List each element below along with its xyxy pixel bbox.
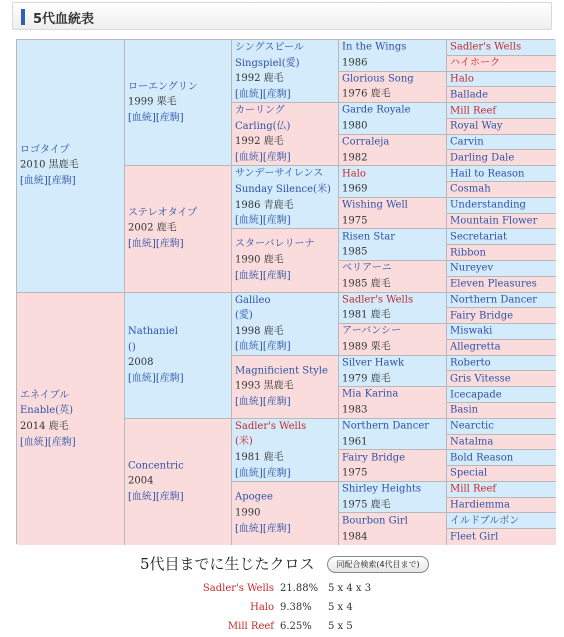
horse-birth-info: 1979 鹿毛 <box>342 372 391 384</box>
pedigree-cell-gen5 <box>447 150 556 166</box>
blood-link[interactable]: [血統] <box>128 491 156 503</box>
horse-name-link[interactable]: Apogee <box>235 492 273 504</box>
horse-birth-info: 1975 <box>342 467 368 479</box>
pedigree-cell-gen5 <box>447 450 556 466</box>
pedigree-cell-gen3 <box>232 40 339 103</box>
horse-name-link[interactable]: Mill Reef <box>450 483 497 495</box>
cross-title: 5代目までに生じたクロス <box>140 555 315 573</box>
pedigree-cell-gen4 <box>339 166 447 198</box>
horse-name-link[interactable]: ロゴタイプ <box>20 144 70 156</box>
horse-links <box>128 490 229 506</box>
horse-name-link[interactable]: Fleet Girl <box>450 531 499 543</box>
horse-name-alt[interactable]: Enable(英) <box>20 405 74 417</box>
horse-name-link[interactable]: Nathaniel <box>128 325 178 337</box>
pedigree-cell-gen4 <box>339 387 447 419</box>
horse-name-link[interactable]: Galileo <box>235 294 271 306</box>
pedigree-cell-gen5 <box>447 403 556 419</box>
pedigree-cell-gen4 <box>339 293 447 325</box>
horse-birth-info: 1990 <box>235 507 261 519</box>
pedigree-cell-gen5 <box>447 293 556 309</box>
cross-blood-ratio: 5 x 5 <box>328 621 353 632</box>
pedigree-cell-gen5 <box>447 466 556 482</box>
cross-row <box>0 602 564 618</box>
horse-birth-info: 1969 <box>342 183 368 195</box>
pedigree-cell-gen3 <box>232 166 339 229</box>
pedigree-cell-gen3 <box>232 419 339 482</box>
pedigree-cell-gen3 <box>232 356 339 419</box>
horse-name-link[interactable]: Magnificient Style <box>235 365 328 377</box>
cross-horse-name[interactable]: Mill Reef <box>227 621 274 632</box>
horse-name-link[interactable]: Sadler's Wells <box>450 41 522 53</box>
blood-link[interactable]: [血統] <box>235 341 263 353</box>
blood-link[interactable]: [血統] <box>128 372 156 384</box>
horse-birth-info: 1989 栗毛 <box>342 341 391 353</box>
horse-birth-info: 1985 鹿毛 <box>342 278 391 290</box>
pedigree-cell-gen5 <box>447 435 556 451</box>
progeny-link[interactable]: [産駒] <box>155 112 184 124</box>
pedigree-cell-gen5 <box>447 40 556 56</box>
pedigree-cell-gen5 <box>447 214 556 230</box>
horse-birth-info: 1999 栗毛 <box>128 96 177 108</box>
pedigree-cell-gen4 <box>339 324 447 356</box>
blood-link[interactable]: [血統] <box>235 270 263 282</box>
horse-name-link[interactable]: Hardiemma <box>450 499 510 511</box>
pedigree-cell-gen5 <box>447 103 556 119</box>
pedigree-cell-gen4 <box>339 513 447 545</box>
pedigree-cell-gen5 <box>447 135 556 151</box>
horse-name-link[interactable]: Risen Star <box>342 231 396 243</box>
horse-name-link[interactable]: Understanding <box>450 199 526 211</box>
horse-name-link[interactable]: Shirley Heights <box>342 483 422 495</box>
horse-birth-info: 1992 鹿毛 <box>235 73 284 85</box>
pedigree-cell-gen4 <box>339 356 447 388</box>
blood-link[interactable]: [血統] <box>235 88 263 100</box>
blood-link[interactable]: [血統] <box>20 436 48 448</box>
horse-birth-info: 1984 <box>342 531 368 543</box>
pedigree-cell-gen5 <box>447 198 556 214</box>
horse-name-alt[interactable]: Carling(仏) <box>235 120 291 132</box>
cross-blood-ratio: 5 x 4 <box>328 602 353 613</box>
horse-name-link[interactable]: Bourbon Girl <box>342 515 408 527</box>
horse-links <box>235 150 336 166</box>
horse-links <box>20 174 122 190</box>
horse-name-alt[interactable]: () <box>128 341 136 353</box>
blood-link[interactable]: [血統] <box>235 396 263 408</box>
progeny-link[interactable]: [産駒] <box>47 175 76 187</box>
horse-name-link[interactable]: Eleven Pleasures <box>450 278 537 290</box>
horse-name-link[interactable]: Basin <box>450 404 479 416</box>
progeny-link[interactable]: [産駒] <box>262 214 291 226</box>
horse-name-link[interactable]: Mountain Flower <box>450 215 538 227</box>
pedigree-cell-gen4 <box>339 482 447 514</box>
horse-name-link[interactable]: サンデーサイレンス <box>235 168 324 180</box>
pedigree-cell-gen3 <box>232 482 339 545</box>
horse-name-link[interactable]: Nearctic <box>450 420 494 432</box>
horse-name-link[interactable]: Concentric <box>128 460 184 472</box>
pedigree-cell-gen5 <box>447 245 556 261</box>
horse-birth-info: 1983 <box>342 404 368 416</box>
blood-link[interactable]: [血統] <box>128 238 156 250</box>
horse-birth-info: 2008 <box>128 357 154 369</box>
horse-name-link[interactable]: エネイブル <box>20 389 70 401</box>
horse-name-link[interactable]: Gris Vitesse <box>450 373 511 385</box>
pedigree-cell-gen5 <box>447 371 556 387</box>
horse-birth-info: 2014 鹿毛 <box>20 420 69 432</box>
pedigree-cell-gen5 <box>447 72 556 88</box>
blood-link[interactable]: [血統] <box>235 467 263 479</box>
pedigree-cell-gen5 <box>447 87 556 103</box>
progeny-link[interactable]: [産駒] <box>155 372 184 384</box>
blood-link[interactable]: [血統] <box>235 214 263 226</box>
horse-name-link[interactable]: シングスピール <box>235 41 304 53</box>
pedigree-cell-gen5 <box>447 513 556 529</box>
horse-birth-info: 1975 鹿毛 <box>342 499 391 511</box>
horse-birth-info: 1976 鹿毛 <box>342 88 391 100</box>
cross-percentage: 6.25% <box>280 621 312 632</box>
progeny-link[interactable]: [産駒] <box>262 523 291 535</box>
horse-name-alt[interactable]: (愛) <box>235 309 253 321</box>
progeny-link[interactable]: [産駒] <box>262 396 291 408</box>
horse-name-link[interactable]: Hail to Reason <box>450 168 525 180</box>
pedigree-cell-gen2 <box>125 293 232 419</box>
horse-birth-info: 1985 <box>342 246 368 258</box>
progeny-link[interactable]: [産駒] <box>262 88 291 100</box>
horse-name-link[interactable]: ハイホーク <box>450 57 500 69</box>
cross-percentage: 9.38% <box>280 602 312 613</box>
horse-name-link[interactable]: ローエングリン <box>128 81 198 93</box>
horse-name-alt[interactable]: Sunday Silence(米) <box>235 183 331 195</box>
horse-name-link[interactable]: Allegretta <box>450 341 501 353</box>
pedigree-cell-gen5 <box>447 356 556 372</box>
pedigree-cell-gen4 <box>339 261 447 293</box>
horse-links <box>235 394 336 410</box>
cross-percentage: 21.88% <box>280 583 319 594</box>
progeny-link[interactable]: [産駒] <box>47 436 76 448</box>
horse-name-link[interactable]: Fairy Bridge <box>450 310 514 322</box>
horse-birth-info: 1961 <box>342 436 368 448</box>
horse-links <box>235 268 336 284</box>
section-header <box>12 2 552 30</box>
horse-name-link[interactable]: Carvin <box>450 136 484 148</box>
horse-links <box>128 237 229 253</box>
blood-link[interactable]: [血統] <box>235 151 263 163</box>
horse-name-link[interactable]: Halo <box>450 73 474 85</box>
horse-name-link[interactable]: Nureyev <box>450 262 494 274</box>
horse-links <box>235 465 336 481</box>
horse-name-link[interactable]: Roberto <box>450 357 491 369</box>
progeny-link[interactable]: [産駒] <box>262 151 291 163</box>
horse-links <box>128 371 229 387</box>
pedigree-cell-gen2 <box>125 166 232 292</box>
horse-birth-info: 2004 <box>128 476 154 488</box>
horse-name-link[interactable]: カーリング <box>235 105 285 116</box>
pedigree-cell-gen3 <box>232 293 339 356</box>
horse-name-link[interactable]: Ribbon <box>450 247 486 259</box>
horse-name-link[interactable]: Mia Karina <box>342 388 399 400</box>
pedigree-cell-gen5 <box>447 166 556 182</box>
horse-name-link[interactable]: Royal Way <box>450 120 503 132</box>
horse-name-link[interactable]: Garde Royale <box>342 104 411 116</box>
blood-link[interactable]: [血統] <box>128 112 156 124</box>
horse-name-link[interactable]: Secretariat <box>450 231 508 243</box>
horse-links <box>235 339 336 355</box>
horse-name-link[interactable]: Natalma <box>450 436 494 448</box>
horse-name-link[interactable]: Cosmah <box>450 183 491 195</box>
header-accent-bar <box>21 9 25 25</box>
pedigree-cell-gen5 <box>447 482 556 498</box>
pedigree-cell-gen5 <box>447 277 556 293</box>
horse-name-link[interactable]: Special <box>450 467 488 479</box>
progeny-link[interactable]: [産駒] <box>262 467 291 479</box>
cross-horse-name[interactable]: Halo <box>250 602 274 613</box>
progeny-link[interactable]: [産駒] <box>155 238 184 250</box>
pedigree-cell-gen5 <box>447 324 556 340</box>
blood-link[interactable]: [血統] <box>20 175 48 187</box>
cross-row <box>0 621 564 637</box>
pedigree-cell-gen4 <box>339 198 447 230</box>
horse-birth-info: 1992 鹿毛 <box>235 136 284 148</box>
pedigree-cell-gen4 <box>339 103 447 135</box>
horse-name-link[interactable]: Icecapade <box>450 389 502 401</box>
horse-birth-info: 1998 鹿毛 <box>235 325 284 337</box>
pedigree-cell-gen2 <box>125 419 232 545</box>
horse-links <box>235 87 336 103</box>
pedigree-cell-gen4 <box>339 72 447 104</box>
horse-name-alt[interactable]: Singspiel(愛) <box>235 57 300 69</box>
pedigree-cell-gen5 <box>447 56 556 72</box>
horse-links <box>128 110 229 126</box>
pedigree-cell-gen4 <box>339 450 447 482</box>
pedigree-cell-gen4 <box>339 229 447 261</box>
horse-birth-info: 1982 <box>342 151 368 163</box>
horse-name-link[interactable]: アーバンシー <box>342 325 401 337</box>
horse-name-link[interactable]: Miswaki <box>450 325 493 337</box>
pedigree-cell-gen3 <box>232 229 339 292</box>
horse-name-link[interactable]: Northern Dancer <box>450 294 538 306</box>
horse-links <box>235 521 336 537</box>
horse-name-link[interactable]: ステレオタイプ <box>128 207 198 219</box>
pedigree-cell-gen4 <box>339 135 447 167</box>
horse-name-alt[interactable]: (米) <box>235 436 253 448</box>
horse-links <box>235 213 336 229</box>
horse-name-link[interactable]: イルドブルボン <box>450 515 520 527</box>
cross-horse-name[interactable]: Sadler's Wells <box>202 583 274 594</box>
pedigree-table <box>16 39 555 544</box>
pedigree-cell-gen1 <box>17 293 125 546</box>
horse-links <box>20 434 122 450</box>
horse-name-link[interactable]: Darling Dale <box>450 152 515 164</box>
pedigree-cell-gen5 <box>447 340 556 356</box>
pedigree-cell-gen4 <box>339 419 447 451</box>
blood-link[interactable]: [血統] <box>235 523 263 535</box>
horse-name-link[interactable]: ベリアーニ <box>342 262 392 274</box>
pedigree-cell-gen5 <box>447 419 556 435</box>
horse-name-link[interactable]: Silver Hawk <box>342 357 405 369</box>
horse-name-link[interactable]: スターバレリーナ <box>235 239 315 251</box>
pedigree-cell-gen5 <box>447 261 556 277</box>
horse-name-link[interactable]: Sadler's Wells <box>342 294 414 306</box>
pedigree-cell-gen5 <box>447 119 556 135</box>
horse-name-link[interactable]: Sadler's Wells <box>235 420 307 432</box>
horse-birth-info: 1990 鹿毛 <box>235 254 284 266</box>
horse-birth-info: 1993 黒鹿毛 <box>235 380 294 392</box>
pedigree-cell-gen5 <box>447 308 556 324</box>
horse-name-link[interactable]: Mill Reef <box>450 105 497 117</box>
horse-birth-info: 1981 鹿毛 <box>342 309 391 321</box>
pedigree-cell-gen4 <box>339 40 447 72</box>
horse-birth-info: 1980 <box>342 120 368 132</box>
pedigree-cell-gen5 <box>447 229 556 245</box>
horse-name-link[interactable]: Northern Dancer <box>342 420 430 432</box>
horse-name-link[interactable]: Ballade <box>450 89 488 101</box>
horse-birth-info: 1975 <box>342 215 368 227</box>
pedigree-cell-gen5 <box>447 498 556 514</box>
page-title: 5代血統表 <box>33 12 95 27</box>
horse-name-link[interactable]: Wishing Well <box>342 199 408 211</box>
horse-name-link[interactable]: Fairy Bridge <box>342 452 406 463</box>
progeny-link[interactable]: [産駒] <box>262 341 291 353</box>
cross-row <box>0 583 564 599</box>
pedigree-cell-gen5 <box>447 387 556 403</box>
horse-name-link[interactable]: Bold Reason <box>450 452 514 464</box>
horse-birth-info: 1986 青鹿毛 <box>235 199 294 211</box>
horse-name-link[interactable]: In the Wings <box>342 41 407 53</box>
cross-blood-ratio: 5 x 4 x 3 <box>328 583 372 594</box>
same-mating-search-button[interactable]: 同配合検索(4代目まで) <box>327 556 429 573</box>
pedigree-cell-gen1 <box>17 40 125 293</box>
horse-birth-info: 1986 <box>342 57 368 69</box>
horse-birth-info: 2010 黒鹿毛 <box>20 159 79 171</box>
pedigree-cell-gen5 <box>447 182 556 198</box>
horse-birth-info: 1981 鹿毛 <box>235 451 284 463</box>
horse-birth-info: 2002 鹿毛 <box>128 223 177 235</box>
pedigree-cell-gen5 <box>447 529 556 545</box>
progeny-link[interactable]: [産駒] <box>155 491 184 503</box>
progeny-link[interactable]: [産駒] <box>262 270 291 282</box>
horse-name-link[interactable]: Glorious Song <box>342 73 414 85</box>
horse-name-link[interactable]: Halo <box>342 167 366 179</box>
pedigree-cell-gen2 <box>125 40 232 166</box>
pedigree-cell-gen3 <box>232 103 339 166</box>
horse-name-link[interactable]: Corraleja <box>342 136 390 148</box>
